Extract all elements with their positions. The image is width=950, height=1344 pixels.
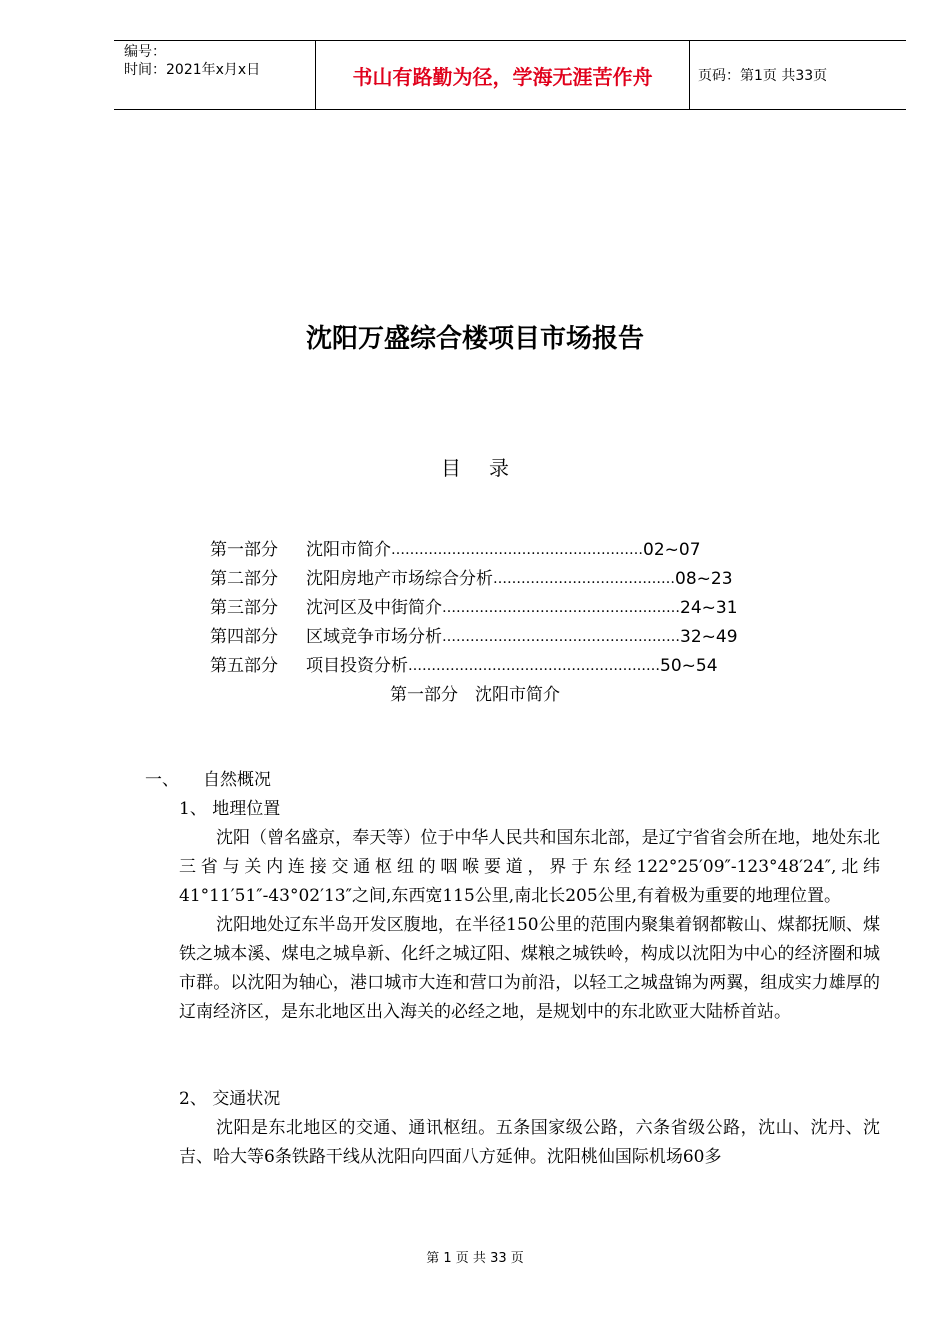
toc-pages: 32~49 (680, 627, 738, 647)
doc-number-label: 编号： (124, 44, 166, 60)
section-heading: 第一部分 沈阳市简介 (390, 685, 560, 705)
toc-name: 项目投资分析 (306, 656, 408, 676)
toc-part: 第四部分 (210, 627, 278, 647)
toc-name: 沈河区及中街简介 (306, 598, 442, 618)
toc-pages: 02~07 (643, 540, 701, 560)
toc-pages: 50~54 (660, 656, 718, 676)
footer-prefix: 第 (426, 1251, 440, 1266)
toc-heading: 目录 (441, 456, 537, 480)
section-body (145, 766, 880, 1172)
footer-middle: 页 共 (455, 1251, 486, 1266)
paragraph: 沈阳是东北地区的交通、通讯枢纽。五条国家级公路，六条省级公路，沈山、沈丹、沈吉、哈大等6条铁路干线从沈阳向四面八方延伸。沈阳桃仙国际机场60多 (179, 1118, 880, 1167)
subheading-location: 1、 地理位置 (179, 799, 281, 819)
heading-number: 一、 (145, 770, 179, 790)
page-header (114, 40, 906, 110)
toc-name: 区域竞争市场分析 (306, 627, 442, 647)
toc-pages: 24~31 (680, 598, 738, 618)
toc-leader: …………………………………………… (442, 629, 680, 645)
footer-suffix: 页 (510, 1251, 524, 1266)
toc-leader: …………………………………………… (442, 600, 680, 616)
toc-part: 第五部分 (210, 656, 278, 676)
subheading-transport: 2、 交通状况 (179, 1089, 281, 1109)
toc-item[interactable] (210, 594, 820, 623)
footer-page-number: 1 (443, 1251, 452, 1266)
header-meta (114, 41, 316, 109)
doc-date: 时间：2021年x月x日 (124, 62, 261, 78)
toc-part: 第三部分 (210, 598, 278, 618)
toc-leader: ……………………………………………… (391, 542, 643, 558)
header-page-info: 页码：第1页 共33页 (698, 68, 828, 84)
document-title: 沈阳万盛综合楼项目市场报告 (305, 324, 644, 354)
spacer (145, 1027, 880, 1085)
toc-part: 第二部分 (210, 569, 278, 589)
heading-level-1 (145, 766, 880, 795)
toc-leader: ………………………………… (493, 571, 675, 587)
toc-name: 沈阳房地产市场综合分析 (306, 569, 493, 589)
footer-total-pages: 33 (490, 1251, 507, 1266)
toc-item[interactable] (210, 536, 820, 565)
toc-leader: ……………………………………………… (408, 658, 660, 674)
page-footer (0, 1247, 950, 1266)
paragraph: 沈阳地处辽东半岛开发区腹地，在半径150公里的范围内聚集着钢都鞍山、煤都抚顺、煤铁之城本溪、煤电之城阜新、化纤之城辽阳、煤粮之城铁岭，构成以沈阳为中心的经济圈和城市群。以沈阳为轴心，港口城市大连和营口为前沿，以轻工之城盘锦为两翼，组成实力雄厚的辽南经济区，是东北地区出入海关的必经之地，是规划中的东北欧亚大陆桥首站。 (179, 915, 880, 1022)
heading-text: 自然概况 (203, 770, 271, 790)
header-motto: 书山有路勤为径，学海无涯苦作舟 (316, 41, 690, 109)
table-of-contents (210, 536, 820, 681)
toc-item[interactable] (210, 565, 820, 594)
toc-pages: 08~23 (675, 569, 733, 589)
toc-part: 第一部分 (210, 540, 278, 560)
paragraph: 沈阳（曾名盛京，奉天等）位于中华人民共和国东北部，是辽宁省省会所在地，地处东北三省与关内连接交通枢纽的咽喉要道，界于东经122°25′09″-123°48′24″,北纬41°11′51″-43°02′13″之间,东西宽115公里,南北长205公里,有着极为重要的地理位置。 (179, 828, 880, 906)
toc-item[interactable] (210, 623, 820, 652)
toc-name: 沈阳市简介 (306, 540, 391, 560)
toc-item[interactable] (210, 652, 820, 681)
